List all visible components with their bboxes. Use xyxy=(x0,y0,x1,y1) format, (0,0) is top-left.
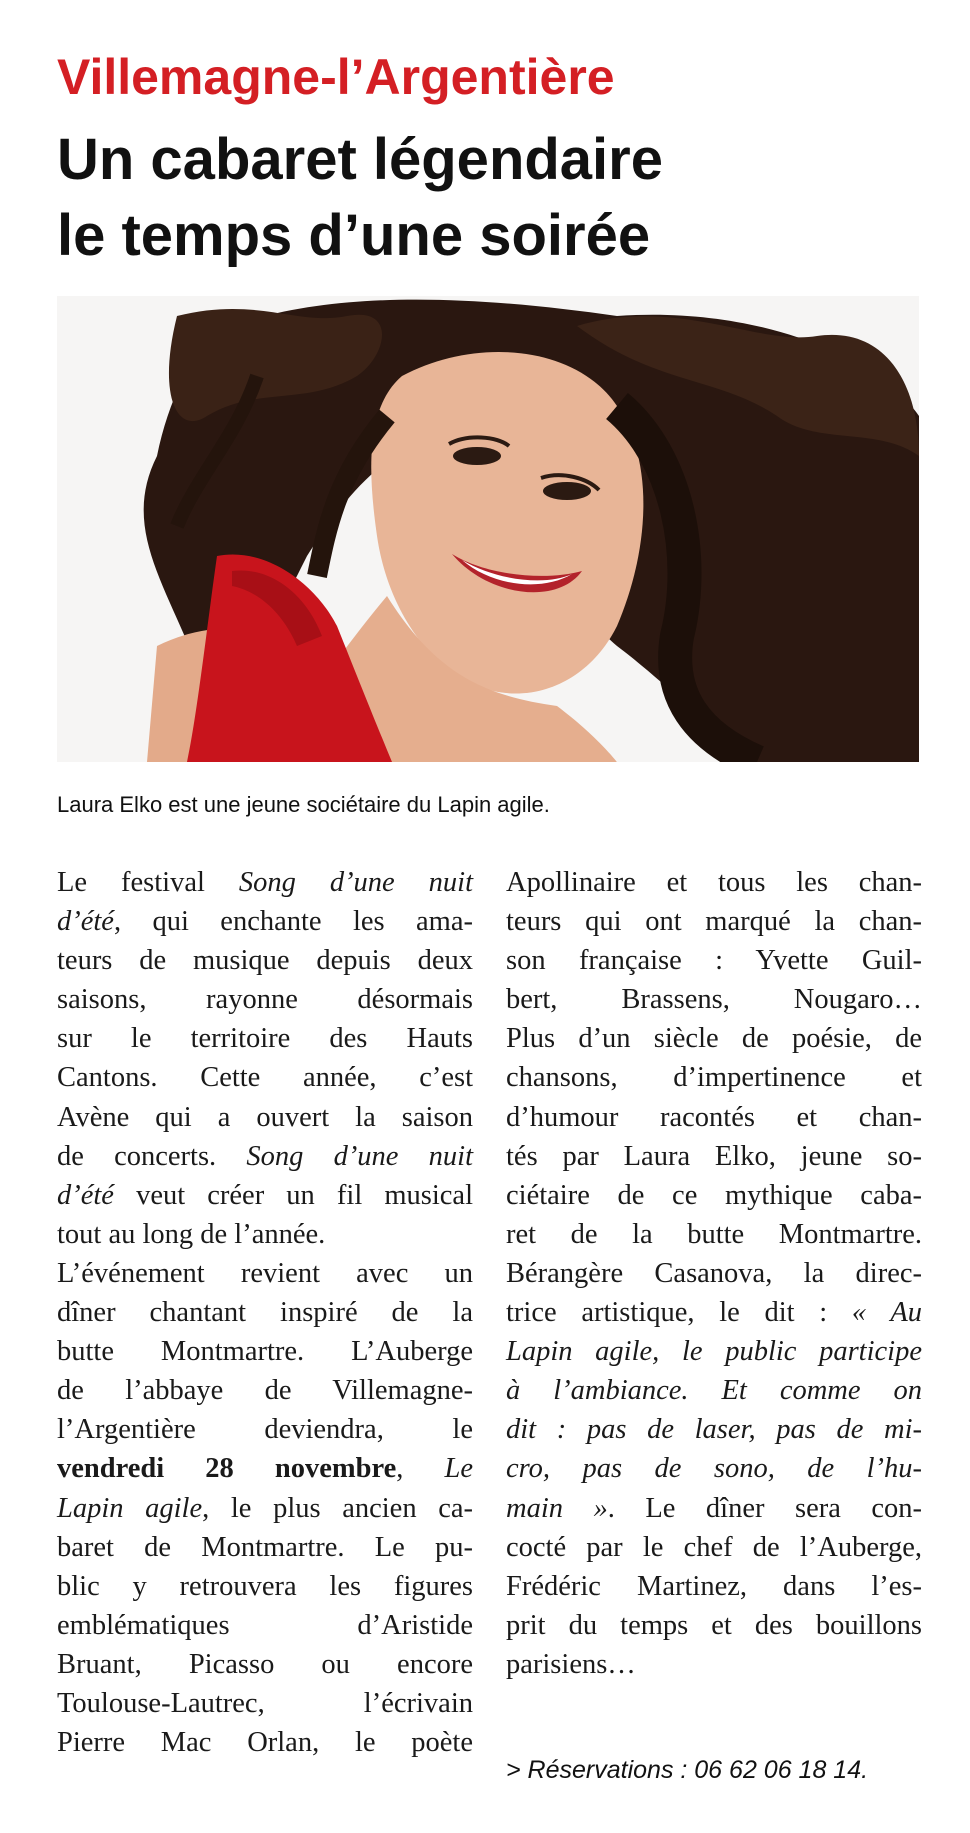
body-line: teurs de musique depuis deux xyxy=(57,945,473,977)
body-line: dîner chantant inspiré de la xyxy=(57,1297,473,1329)
body-line: cocté par le chef de l’Auberge, xyxy=(506,1531,922,1563)
body-line: vendredi 28 novembre, Le xyxy=(57,1453,474,1485)
body-line: Plus d’un siècle de poésie, de xyxy=(506,1023,922,1055)
photo-caption: Laura Elko est une jeune sociétaire du Lapin agile. xyxy=(57,792,550,817)
body-line: teurs qui ont marqué la chan- xyxy=(506,906,922,938)
body-line: de concerts. Song d’une nuit xyxy=(57,1140,473,1172)
body-line: chansons, d’impertinence et xyxy=(506,1062,922,1094)
body-line: butte Montmartre. L’Auberge xyxy=(57,1336,473,1368)
body-line: ret de la butte Montmartre. xyxy=(506,1218,922,1250)
body-line: sur le territoire des Hauts xyxy=(57,1023,473,1055)
body-line: saisons, rayonne désormais xyxy=(57,984,473,1016)
body-line: dit : pas de laser, pas de mi- xyxy=(506,1414,922,1446)
body-line: ciétaire de ce mythique caba- xyxy=(506,1179,922,1211)
body-line: de l’abbaye de Villemagne- xyxy=(57,1375,473,1407)
body-line: Cantons. Cette année, c’est xyxy=(57,1062,473,1094)
body-line: tés par Laura Elko, jeune so- xyxy=(506,1140,922,1172)
body-line: bert, Brassens, Nougaro… xyxy=(506,984,922,1016)
body-line: emblématiques d’Aristide xyxy=(57,1609,473,1641)
body-line: Apollinaire et tous les chan- xyxy=(506,867,922,898)
body-line: L’événement revient avec un xyxy=(57,1257,473,1289)
portrait-illustration xyxy=(57,296,919,762)
body-line: d’été, qui enchante les ama- xyxy=(57,906,473,938)
body-line: main ». Le dîner sera con- xyxy=(506,1492,923,1524)
body-line: l’Argentière deviendra, le xyxy=(57,1414,473,1446)
article-body-right-column xyxy=(506,863,922,1684)
body-line: Avène qui a ouvert la saison xyxy=(57,1101,473,1133)
body-line: d’été veut créer un fil musical xyxy=(57,1179,473,1211)
body-line: blic y retrouvera les figures xyxy=(57,1570,473,1602)
body-line: Bruant, Picasso ou encore xyxy=(57,1648,473,1680)
body-line: baret de Montmartre. Le pu- xyxy=(57,1531,473,1563)
body-line: à l’ambiance. Et comme on xyxy=(506,1375,922,1407)
body-line: Bérangère Casanova, la direc- xyxy=(506,1257,922,1289)
body-line: Lapin agile, le plus ancien ca- xyxy=(57,1492,473,1524)
body-line: tout au long de l’année. xyxy=(57,1218,326,1250)
body-line: trice artistique, le dit : « Au xyxy=(506,1297,922,1329)
body-line: cro, pas de sono, de l’hu- xyxy=(506,1453,922,1485)
body-line: d’humour racontés et chan- xyxy=(506,1101,922,1133)
body-line: Lapin agile, le public participe xyxy=(506,1336,922,1368)
article-kicker: Villemagne-l’Argentière xyxy=(57,49,615,105)
body-line: Frédéric Martinez, dans l’es- xyxy=(506,1570,922,1602)
body-line: Pierre Mac Orlan, le poète xyxy=(57,1727,473,1759)
body-line: son française : Yvette Guil- xyxy=(506,945,922,977)
body-line: Toulouse-Lautrec, l’écrivain xyxy=(57,1687,473,1719)
portrait-photo xyxy=(57,296,919,762)
body-line: parisiens… xyxy=(506,1648,636,1680)
event-date: vendredi 28 novembre xyxy=(57,1453,397,1485)
headline-line-1: Un cabaret légendaire xyxy=(57,127,663,192)
body-line: prit du temps et des bouillons xyxy=(506,1609,922,1641)
headline-line-2: le temps d’une soirée xyxy=(57,203,651,268)
reservations-line: > Réservations : 06 62 06 18 14. xyxy=(506,1756,869,1784)
article-headline xyxy=(57,122,937,274)
body-line: Le festival Song d’une nuit xyxy=(57,867,473,898)
article-body-left-column xyxy=(57,863,473,1762)
